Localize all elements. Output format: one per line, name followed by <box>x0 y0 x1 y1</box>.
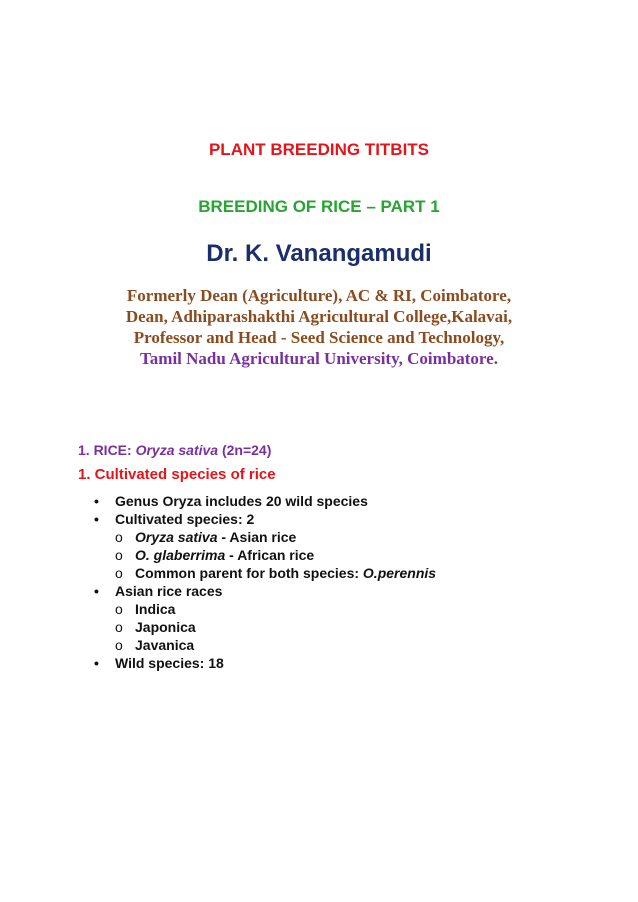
sub-list-item <box>115 618 436 636</box>
section-heading-rice <box>78 442 271 458</box>
section-prefix: 1. RICE: <box>78 442 136 458</box>
circle-bullet-icon: o <box>115 529 123 545</box>
list-item <box>94 492 436 510</box>
sub-list-item <box>115 636 436 654</box>
species-name: Oryza sativa <box>135 442 219 458</box>
chromosome-count: (2n=24) <box>218 442 272 458</box>
list-item <box>94 582 436 654</box>
circle-bullet-icon: o <box>115 637 123 653</box>
list-item-text: Common parent for both species: <box>135 565 363 581</box>
bullet-icon: • <box>94 511 99 527</box>
sub-list <box>115 528 436 582</box>
bullet-list <box>94 492 436 672</box>
circle-bullet-icon: o <box>115 547 123 563</box>
sub-list <box>115 600 436 654</box>
race-name: Javanica <box>135 637 195 653</box>
bullet-icon: • <box>94 493 99 509</box>
circle-bullet-icon: o <box>115 619 123 635</box>
circle-bullet-icon: o <box>115 565 123 581</box>
list-item-text: - Asian rice <box>217 529 297 545</box>
list-item <box>94 654 436 672</box>
species-name: O. glaberrima <box>135 547 226 563</box>
bullet-icon: • <box>94 583 99 599</box>
race-name: Japonica <box>135 619 196 635</box>
list-item-text: Wild species: 18 <box>115 655 224 671</box>
list-item-text: - African rice <box>225 547 315 563</box>
list-item <box>94 510 436 582</box>
affiliation-line: Formerly Dean (Agriculture), AC & RI, Coimbatore, <box>126 286 512 305</box>
sub-list-item <box>115 528 436 546</box>
species-name: Oryza sativa <box>135 529 218 545</box>
author-affiliation <box>0 285 638 369</box>
sub-list-item <box>115 546 436 564</box>
section-heading-cultivated: 1. Cultivated species of rice <box>78 466 276 483</box>
affiliation-line: Professor and Head - Seed Science and Technology, <box>133 328 505 347</box>
list-item-text: Genus Oryza includes 20 wild species <box>115 493 368 509</box>
series-title: PLANT BREEDING TITBITS <box>208 140 430 159</box>
author-name: Dr. K. Vanangamudi <box>206 240 432 267</box>
sub-list-item <box>115 564 436 582</box>
bullet-icon: • <box>94 655 99 671</box>
affiliation-line: Tamil Nadu Agricultural University, Coimbatore. <box>140 349 498 368</box>
affiliation-line: Dean, Adhiparashakthi Agricultural College,Kalavai, <box>125 307 513 326</box>
part-title: BREEDING OF RICE – PART 1 <box>198 197 440 216</box>
list-item-text: Cultivated species: 2 <box>115 511 255 527</box>
species-name: O.perennis <box>362 565 437 581</box>
list-item-text: Asian rice races <box>115 583 223 599</box>
circle-bullet-icon: o <box>115 601 123 617</box>
sub-list-item <box>115 600 436 618</box>
race-name: Indica <box>135 601 176 617</box>
